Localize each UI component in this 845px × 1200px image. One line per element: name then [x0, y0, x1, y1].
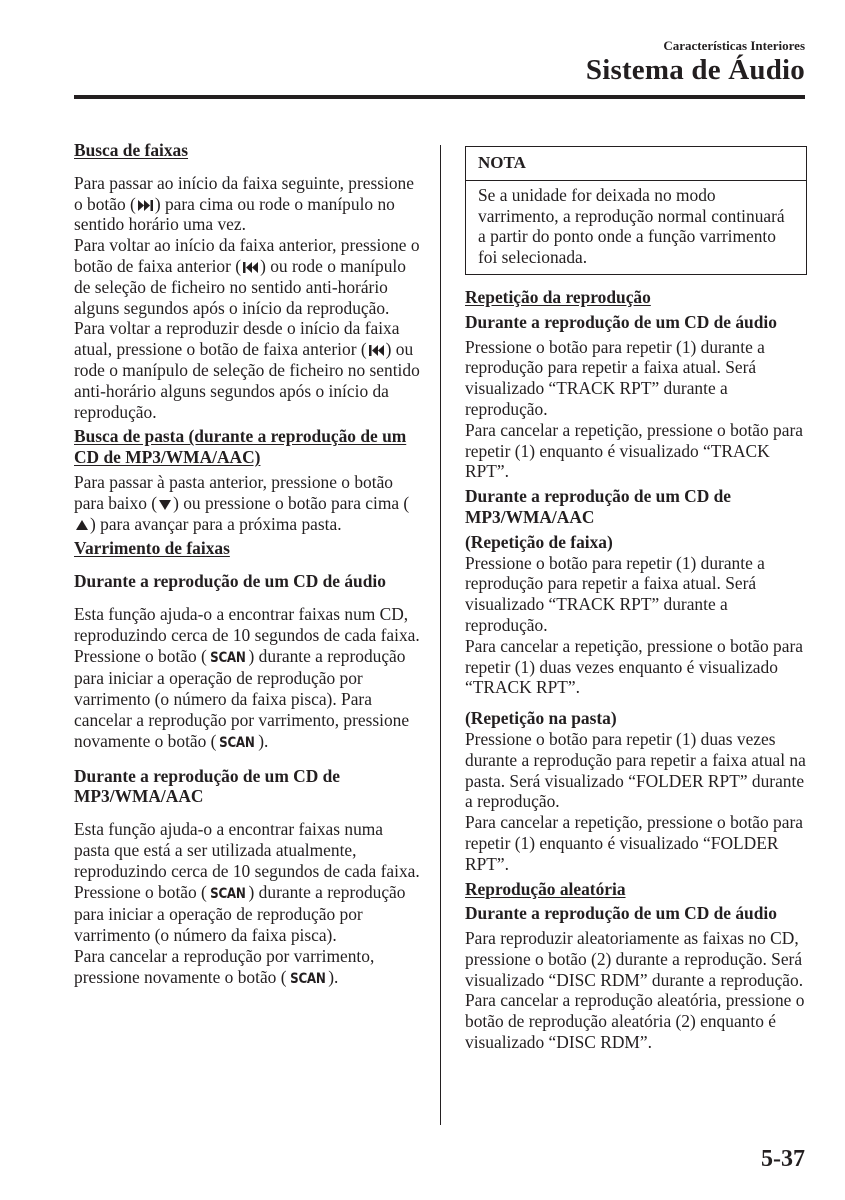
right-column	[465, 146, 807, 1053]
paragraph-repeat-track-mp3: Pressione o botão para repetir (1) durante a reprodução para repetir a faixa atual. Será visualizado “TRACK RPT” durante a reprodução.	[465, 552, 765, 635]
subheading-repeat-track: (Repetição de faixa)	[465, 531, 613, 552]
paragraph-folder-search: Para passar à pasta anterior, pressione o botão para baixo ( ) ou pressione o botão para cima () para avançar para a próxima pasta.	[74, 471, 410, 534]
paragraph-scan-cancel: Para cancelar a reprodução por varrimento, pressione novamente o botão ( SCAN ).	[74, 946, 422, 990]
scan-button-glyph: SCAN	[209, 885, 246, 902]
arrow-down-icon	[158, 498, 172, 511]
paragraph-restart-track: Para voltar a reproduzir desde o início da faixa atual, pressione o botão de faixa anterior ( ) ou rode o manípulo de seleção de ficheiro no sentido anti-horário alguns segundos após o início da reprodução.	[74, 318, 420, 422]
heading-busca-faixas: Busca de faixas	[74, 140, 189, 160]
paragraph-random-cancel: Para cancelar a reprodução aleatória, pressione o botão de reprodução aleatória (2) enquanto é visualizado “DISC RDM”.	[465, 990, 805, 1053]
paragraph-next-track: Para passar ao início da faixa seguinte, pressione o botão ( ) para cima ou rode o manípulo no sentido horário uma vez.	[74, 172, 414, 235]
paragraph-scan-intro: Esta função ajuda-o a encontrar faixas num CD, reproduzindo cerca de 10 segundos de cada faixa.	[74, 603, 420, 645]
running-header-section: Características Interiores	[663, 38, 805, 53]
heading-aleatoria: Reprodução aleatória	[465, 878, 626, 899]
paragraph-scan-operate: Pressione o botão ( SCAN ) durante a reprodução para iniciar a operação de reprodução por varrimento (o número da faixa pisca). Para cancelar a reprodução por varrimento, pressione novamente o botão ( SCAN ).	[74, 646, 422, 754]
page-title: Sistema de Áudio	[585, 54, 805, 86]
arrow-up-icon	[75, 519, 89, 532]
page-number: 5-37	[761, 1146, 805, 1172]
paragraph-repeat-track: Pressione o botão para repetir (1) durante a reprodução para repetir a faixa atual. Será visualizado “TRACK RPT” durante a reprodução.	[465, 336, 765, 419]
note-body: Se a unidade for deixada no modo varrimento, a reprodução normal continuará a partir do ponto onde a função varrimento foi selecionada.	[478, 184, 785, 268]
track-down-icon	[242, 261, 259, 274]
paragraph-scan-folder: Esta função ajuda-o a encontrar faixas numa pasta que está a ser utilizada atualmente, reproduzindo cerca de 10 segundos de cada faixa. Pressione o botão ( SCAN ) durante a reprodução para iniciar a operação de reprodução por varrimento (o número da faixa pisca).	[74, 819, 420, 946]
scan-button-glyph: SCAN	[209, 649, 246, 666]
heading-busca-pasta: Busca de pasta (durante a reprodução de um CD de MP3/WMA/AAC)	[74, 426, 407, 468]
heading-repeticao: Repetição da reprodução	[465, 286, 651, 307]
note-box	[465, 146, 807, 275]
header-rule	[74, 95, 805, 99]
subheading-random-cd-audio: Durante a reprodução de um CD de áudio	[465, 903, 777, 924]
paragraph-previous-track: Para voltar ao início da faixa anterior, pressione o botão de faixa anterior ( ) ou rode o manípulo de seleção de ficheiro no sentido anti-horário alguns segundos após o início da reprodução.	[74, 235, 420, 318]
column-divider	[440, 145, 441, 1125]
left-column	[74, 140, 422, 989]
subheading-repeat-cd-mp3: Durante a reprodução de um CD de MP3/WMA/AAC	[465, 486, 732, 527]
note-title: NOTA	[466, 147, 806, 181]
heading-varrimento: Varrimento de faixas	[74, 538, 230, 559]
subheading-repeat-folder: (Repetição na pasta)	[465, 708, 617, 729]
paragraph-repeat-cancel: Para cancelar a repetição, pressione o botão para repetir (1) enquanto é visualizado “TRACK RPT”.	[465, 419, 803, 482]
scan-button-glyph: SCAN	[289, 970, 326, 987]
scan-button-glyph: SCAN	[219, 734, 256, 751]
paragraph-random-play: Para reproduzir aleatoriamente as faixas no CD, pressione o botão (2) durante a reprodução. Será visualizado “DISC RDM” durante a reprodução.	[465, 928, 804, 990]
subheading-cd-audio: Durante a reprodução de um CD de áudio	[74, 571, 386, 592]
track-up-icon	[137, 199, 154, 212]
paragraph-repeat-track-mp3-cancel: Para cancelar a repetição, pressione o botão para repetir (1) duas vezes enquanto é visualizado “TRACK RPT”.	[465, 635, 803, 698]
paragraph-repeat-folder-cancel: Para cancelar a repetição, pressione o botão para repetir (1) enquanto é visualizado “FOLDER RPT”.	[465, 812, 803, 874]
subheading-cd-mp3: Durante a reprodução de um CD de MP3/WMA/AAC	[74, 765, 341, 807]
paragraph-repeat-folder: Pressione o botão para repetir (1) duas vezes durante a reprodução para repetir a faixa atual na pasta. Será visualizado “FOLDER RPT” durante a reprodução.	[465, 728, 806, 812]
subheading-repeat-cd-audio: Durante a reprodução de um CD de áudio	[465, 311, 777, 332]
track-down-icon	[368, 344, 385, 357]
